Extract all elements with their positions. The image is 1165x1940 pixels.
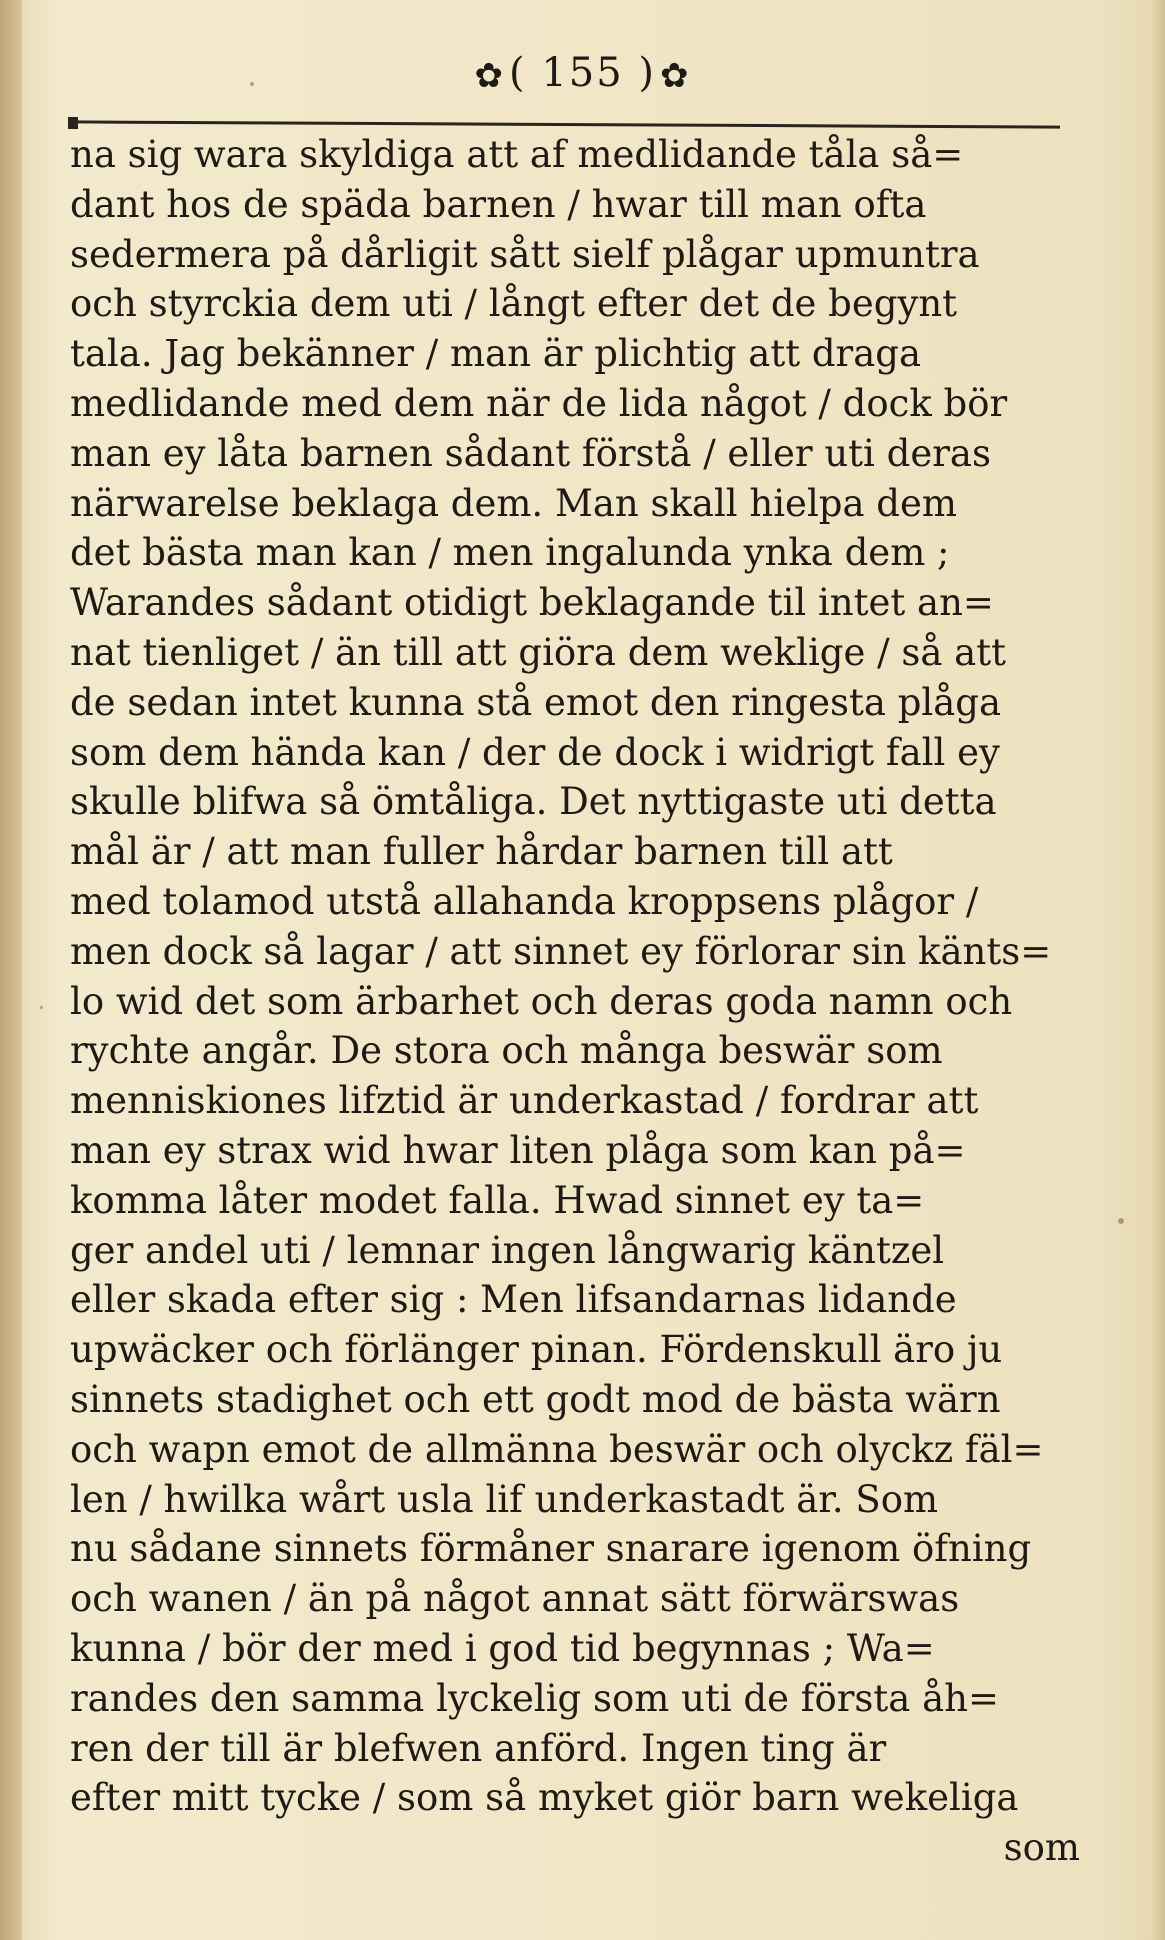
paper-speck xyxy=(250,82,254,86)
text-line: menniskiones lifztid är underkastad / fordrar att xyxy=(70,1079,979,1123)
text-line: upwäcker och förlänger pinan. Fördenskull äro ju xyxy=(70,1328,1003,1372)
text-line: mål är / att man fuller hårdar barnen till att xyxy=(70,830,893,874)
text-line: man ey låta barnen sådant förstå / eller uti deras xyxy=(70,431,991,475)
paper-speck xyxy=(40,1006,43,1009)
text-line: och wapn emot de allmänna beswär och olyckz fäl= xyxy=(70,1427,1044,1471)
text-line: ger andel uti / lemnar ingen långwarig käntzel xyxy=(70,1228,945,1272)
text-line: len / hwilka wårt usla lif underkastadt är. Som xyxy=(70,1477,939,1521)
text-line: sedermera på dårligit sått sielf plågar upmuntra xyxy=(70,232,980,276)
text-line: dant hos de späda barnen / hwar till man ofta xyxy=(70,182,927,226)
text-line: och styrckia dem uti / långt efter det de begynt xyxy=(70,282,958,326)
text-line: man ey strax wid hwar liten plåga som kan på= xyxy=(70,1128,966,1172)
text-line: det bästa man kan / men ingalunda ynka dem ; xyxy=(70,531,950,575)
text-line: eller skada efter sig : Men lifsandarnas lidande xyxy=(70,1278,957,1322)
header-rule xyxy=(70,120,1060,128)
text-line: na sig wara skyldiga att af medlidande tåla så= xyxy=(70,133,964,176)
text-line: komma låter modet falla. Hwad sinnet ey ta= xyxy=(70,1178,925,1222)
ornament-right-icon: ✿ xyxy=(660,56,691,96)
text-line: kunna / bör der med i god tid begynnas ; Wa= xyxy=(70,1626,935,1670)
text-line: närwarelse beklaga dem. Man skall hielpa dem xyxy=(70,481,957,525)
ornament-left-icon: ✿ xyxy=(474,56,505,96)
catchword: som xyxy=(1003,1826,1080,1870)
text-line: och wanen / än på något annat sätt förwärswas xyxy=(70,1577,960,1621)
page-binding-edge xyxy=(0,0,22,1940)
paper-speck xyxy=(1118,1218,1124,1224)
body-text xyxy=(70,130,1080,1873)
text-line: randes den samma lyckelig som uti de första åh= xyxy=(70,1676,999,1720)
text-line: rychte angår. De stora och många beswär som xyxy=(70,1029,943,1073)
text-line: nat tienliget / än till att giöra dem weklige / så att xyxy=(70,630,1006,674)
text-line: med tolamod utstå allahanda kroppsens plågor / xyxy=(70,879,979,923)
page-right-edge xyxy=(1151,0,1165,1940)
text-line: lo wid det som ärbarhet och deras goda namn och xyxy=(70,979,1013,1023)
text-line: nu sådane sinnets förmåner snarare igenom öfning xyxy=(70,1527,1032,1571)
page-header xyxy=(0,50,1165,96)
text-line: skulle blifwa så ömtåliga. Det nyttigaste uti detta xyxy=(70,780,997,824)
text-line: Warandes sådant otidigt beklagande til intet an= xyxy=(70,581,994,625)
text-line: men dock så lagar / att sinnet ey förlorar sin känts= xyxy=(70,929,1052,973)
text-line: medlidande med dem när de lida något / dock bör xyxy=(70,381,1008,425)
text-line: efter mitt tycke / som så myket giör barn wekeliga xyxy=(70,1776,1019,1820)
text-line: tala. Jag bekänner / man är plichtig att draga xyxy=(70,332,921,376)
text-line: de sedan intet kunna stå emot den ringesta plåga xyxy=(70,680,1002,724)
text-line: som dem hända kan / der de dock i widrigt fall ey xyxy=(70,730,1000,774)
text-line: sinnets stadighet och ett godt mod de bästa wärn xyxy=(70,1377,1001,1421)
page-number: ( 155 ) xyxy=(509,50,656,96)
text-line: ren der till är blefwen anförd. Ingen ting är xyxy=(70,1726,887,1770)
